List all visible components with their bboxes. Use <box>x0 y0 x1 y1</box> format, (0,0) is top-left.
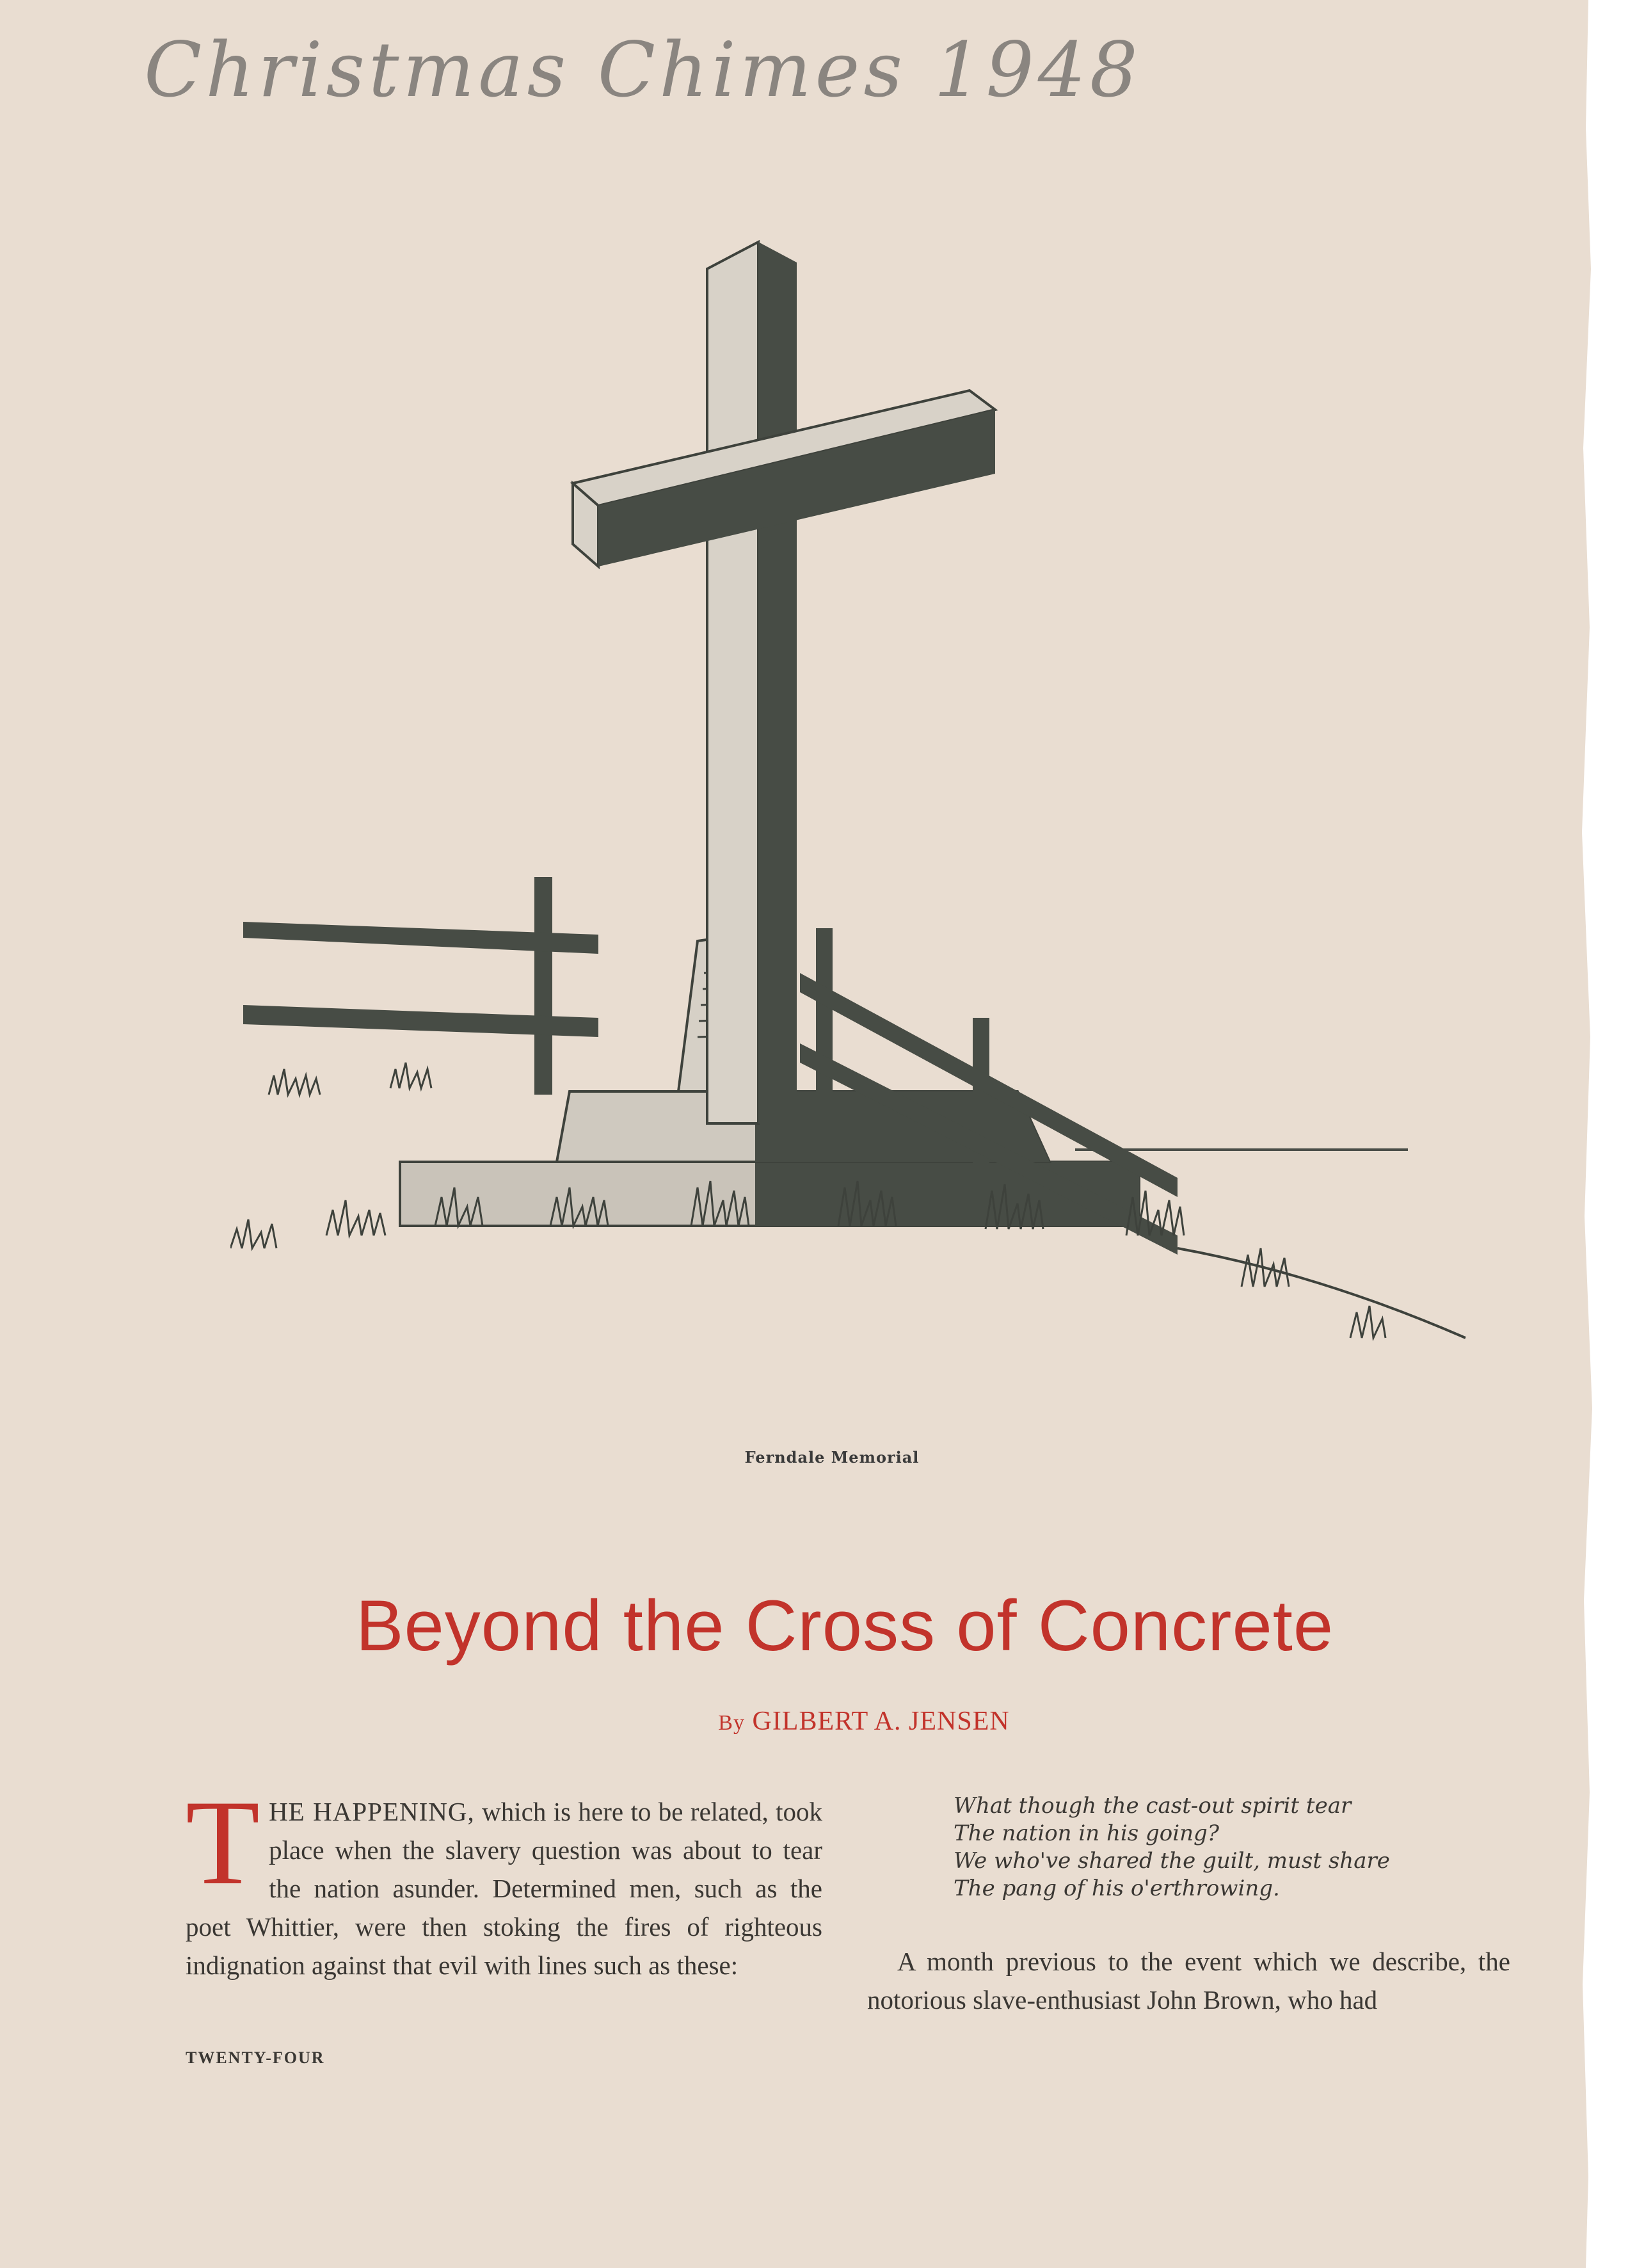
poem-line: We who've shared the guilt, must share <box>954 1848 1390 1874</box>
author-name: GILBERT A. JENSEN <box>752 1707 1010 1736</box>
poem-line: The pang of his o'erthrowing. <box>954 1876 1280 1901</box>
article-column-right <box>867 1792 1510 2019</box>
poem-line: What though the cast-out spirit tear <box>954 1793 1352 1819</box>
paragraph-1: which is here to be related, took place when the slavery question was about to tear the nation asunder. Determined men, such as the poet Whittier, were then stoking the fires of righteous indignation against that evil with lines such as these: <box>186 1797 822 1980</box>
poem-line: The nation in his going? <box>954 1821 1219 1846</box>
byline <box>512 1706 1216 1737</box>
article-title: Beyond the Cross of Concrete <box>355 1586 1334 1666</box>
handwritten-note: Christmas Chimes 1948 <box>144 26 1142 114</box>
drop-cap: T <box>186 1776 260 1910</box>
lead-caps: HE HAPPENING, <box>269 1797 475 1826</box>
page-number: TWENTY-FOUR <box>186 2048 325 2067</box>
illustration-caption: Ferndale Memorial <box>744 1448 920 1467</box>
paragraph-2: A month previous to the event which we describe, the notorious slave-enthusiast John Brown, who had <box>867 1947 1510 2015</box>
torn-page-edge <box>1561 0 1637 2268</box>
poem-quote <box>954 1792 1510 1902</box>
byline-prefix: By <box>718 1711 745 1735</box>
article-column-left <box>186 1776 822 1984</box>
cross-illustration <box>230 237 1478 1440</box>
